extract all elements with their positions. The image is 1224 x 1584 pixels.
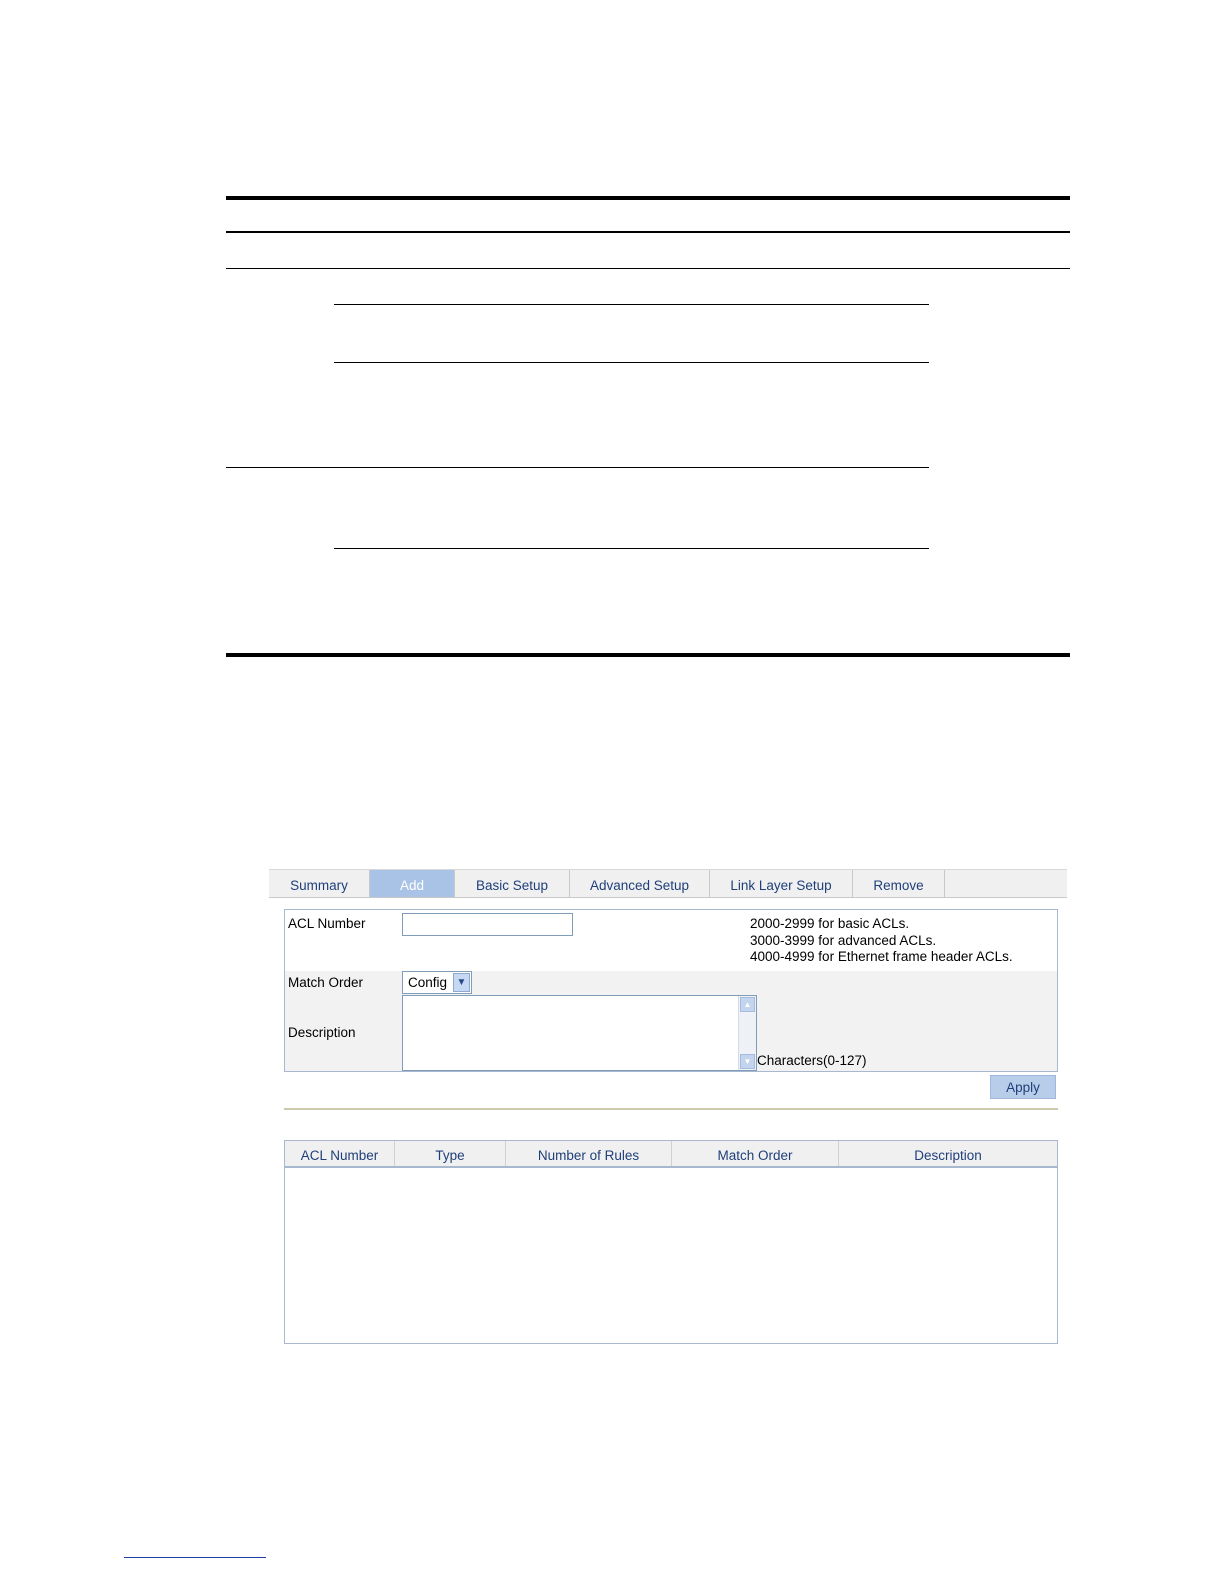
acl-number-input[interactable] xyxy=(402,913,573,936)
table-top-rule xyxy=(226,196,1070,200)
description-label: Description xyxy=(288,1025,356,1040)
table-row-rule xyxy=(226,467,929,468)
tab-remove[interactable]: Remove xyxy=(853,870,945,897)
match-order-label: Match Order xyxy=(288,975,364,990)
description-textarea[interactable] xyxy=(402,995,757,1071)
column-header-type[interactable]: Type xyxy=(395,1141,506,1166)
scroll-up-arrow-icon[interactable]: ▲ xyxy=(740,997,755,1012)
tab-add[interactable]: Add xyxy=(370,870,455,897)
tab-basic-setup[interactable]: Basic Setup xyxy=(455,870,570,897)
tab-bar xyxy=(269,869,1067,898)
table-row-rule xyxy=(226,268,1070,269)
table-subrow-rule xyxy=(334,362,929,363)
column-header-description[interactable]: Description xyxy=(914,1148,982,1163)
column-header-match-order[interactable]: Match Order xyxy=(672,1141,839,1166)
apply-button[interactable]: Apply xyxy=(990,1075,1056,1099)
tab-link-layer-setup[interactable]: Link Layer Setup xyxy=(710,870,853,897)
section-divider xyxy=(284,1108,1058,1110)
acl-add-form xyxy=(284,909,1058,1072)
table-subrow-rule xyxy=(334,548,929,549)
scroll-down-arrow-icon[interactable]: ▼ xyxy=(740,1054,755,1069)
column-header-number-of-rules[interactable]: Number of Rules xyxy=(506,1141,672,1166)
tab-advanced-setup[interactable]: Advanced Setup xyxy=(570,870,710,897)
acl-number-label: ACL Number xyxy=(288,916,366,931)
acl-list-table xyxy=(284,1140,1058,1344)
acl-number-hint: 2000-2999 for basic ACLs. 3000-3999 for advanced ACLs. 4000-4999 for Ethernet frame header ACLs. xyxy=(750,916,1013,964)
match-order-select[interactable] xyxy=(402,971,472,994)
table-subrow-rule xyxy=(334,304,929,305)
match-order-value: Config xyxy=(408,975,448,990)
tab-summary[interactable]: Summary xyxy=(269,870,370,897)
table-header-rule xyxy=(226,231,1070,233)
table-bottom-rule xyxy=(226,653,1070,657)
column-header-acl-number[interactable]: ACL Number xyxy=(285,1141,395,1166)
chevron-down-icon[interactable]: ▼ xyxy=(453,973,470,992)
table-header xyxy=(285,1141,1057,1168)
footnote-separator xyxy=(124,1557,266,1558)
description-scrollbar[interactable] xyxy=(738,996,756,1070)
description-hint: Characters(0-127) xyxy=(757,1053,867,1068)
